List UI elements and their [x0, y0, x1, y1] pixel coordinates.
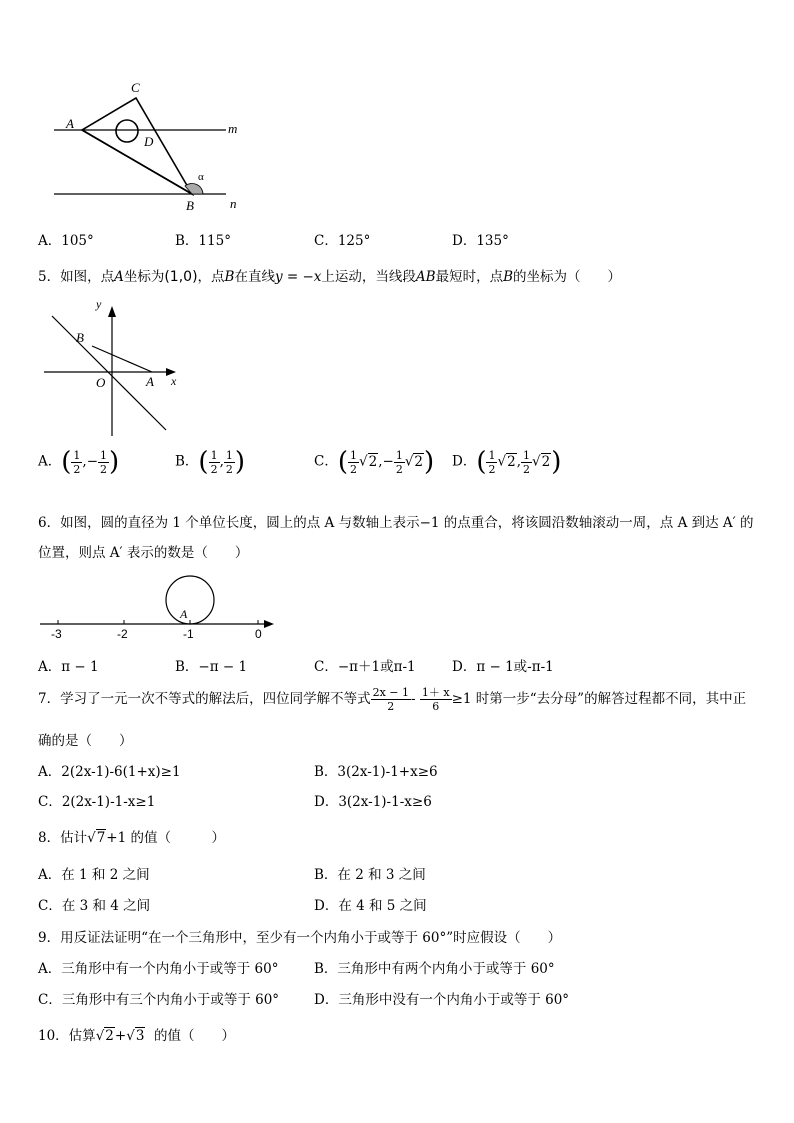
q6-option-d: D．π − 1或-π-1	[452, 659, 554, 675]
q6-stem-line2: 位置，则点 A′ 表示的数是（ ）	[38, 545, 249, 561]
q9-option-a: A．三角形中有一个内角小于或等于 60°	[38, 961, 279, 977]
q5-option-a: A．( $\frac{1}{2}$ ,− $\frac{1}{2}$ )	[38, 447, 120, 477]
label-o: O	[96, 375, 106, 390]
label-y: y	[96, 297, 102, 311]
q7-option-b: B．3(2x-1)-1+x≥6	[314, 764, 438, 780]
q5-option-b: B．( $\frac{1}{2}$ , $\frac{1}{2}$ )	[175, 447, 246, 477]
tick-label-neg2: -2	[117, 627, 128, 641]
q7-stem-line2: 确的是（ ）	[38, 733, 133, 749]
q8-stem: 8．估计√7+1 的值（ ）	[38, 830, 225, 846]
rolling-circle	[166, 576, 214, 624]
label-c: C	[131, 80, 140, 95]
segment-ab	[82, 130, 192, 194]
q4-figure	[40, 78, 280, 218]
q9-option-d: D．三角形中没有一个内角小于或等于 60°	[314, 992, 570, 1008]
label-n: n	[230, 196, 237, 211]
y-axis-arrow	[108, 306, 116, 317]
q5-figure	[40, 292, 200, 442]
q7-option-d: D．3(2x-1)-1-x≥6	[314, 794, 432, 810]
q5-option-c: C．( $\frac{1}{2}$ √2,− $\frac{1}{2}$ √2)	[314, 447, 435, 477]
label-b: B	[76, 330, 84, 345]
number-line-arrow	[264, 620, 274, 628]
q6-option-b: B．−π − 1	[175, 659, 248, 675]
q10-stem: 10．估算√2+√3 的值（ ）	[38, 1028, 235, 1044]
q7-option-a: A．2(2x-1)-6(1+x)≥1	[38, 764, 181, 780]
segment-ab	[92, 346, 152, 372]
q6-stem-line1: 6．如图，圆的直径为 1 个单位长度，圆上的点 A 与数轴上表示−1 的点重合，将该圆沿数轴滚动一周，点 A 到达 A′ 的	[38, 515, 754, 531]
q4-option-a: A．105°	[38, 233, 94, 249]
q4-option-d: D．135°	[452, 233, 509, 249]
label-b: B	[186, 198, 194, 213]
label-a: A	[66, 116, 74, 131]
q4-option-b: B．115°	[175, 233, 231, 249]
tick-label-neg3: -3	[51, 627, 62, 641]
q7-stem-line1: 7．学习了一元一次不等式的解法后，四位同学解不等式 $\frac{2x - 1}{2}$ - $\frac{1+ x}{6}$ ≥1 时第一步“去分母”的解答过程都不同，其中正	[38, 686, 747, 713]
q6-option-c: C．−π＋1或π-1	[314, 659, 416, 675]
label-m: m	[228, 121, 238, 136]
q9-stem: 9．用反证法证明“在一个三角形中，至少有一个内角小于或等于 60°”时应假设（ ）	[38, 930, 562, 946]
triangle-acb	[82, 98, 192, 194]
q9-option-b: B．三角形中有两个内角小于或等于 60°	[314, 961, 555, 977]
tick-label-neg1: -1	[183, 627, 194, 641]
label-d: D	[144, 134, 154, 149]
inscribed-circle	[116, 120, 138, 142]
label-alpha: α	[198, 171, 204, 183]
q4-option-c: C．125°	[314, 233, 371, 249]
q6-figure	[38, 572, 288, 642]
q7-option-c: C．2(2x-1)-1-x≥1	[38, 794, 156, 810]
tick-label-0: 0	[255, 627, 262, 641]
q9-option-c: C．三角形中有三个内角小于或等于 60°	[38, 992, 280, 1008]
q8-option-d: D．在 4 和 5 之间	[314, 898, 427, 914]
label-x: x	[171, 374, 177, 388]
label-a: A	[146, 374, 154, 389]
label-a: A	[180, 607, 188, 621]
q5-option-d: D．( $\frac{1}{2}$ √2, $\frac{1}{2}$ √2)	[452, 447, 562, 477]
q8-option-b: B．在 2 和 3 之间	[314, 867, 426, 883]
q8-option-a: A．在 1 和 2 之间	[38, 867, 150, 883]
line-y-eq-neg-x	[52, 316, 166, 430]
q8-option-c: C．在 3 和 4 之间	[38, 898, 151, 914]
q5-stem: 5．如图，点A坐标为(1,0)，点B在直线y = −x上运动，当线段AB最短时，点B的坐标为（ ）	[38, 269, 622, 285]
q6-option-a: A．π − 1	[38, 659, 99, 675]
